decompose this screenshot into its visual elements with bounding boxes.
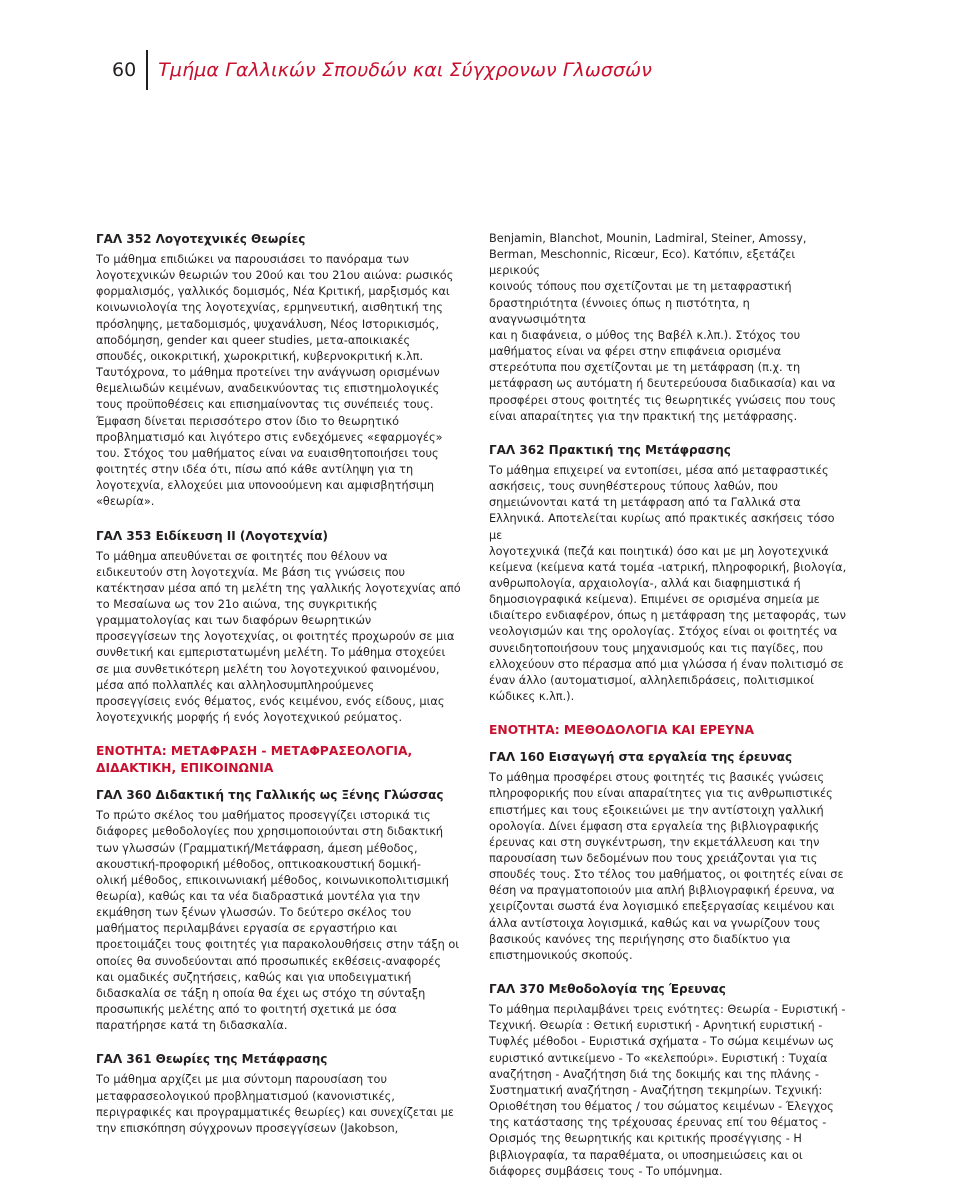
text-line: κώδικες κ.λπ.). xyxy=(489,690,575,704)
text-line: νεολογισμών και της ορολογίας. Στόχος είναι οι φοιτητές να xyxy=(489,625,838,639)
text-line: Το μάθημα προσφέρει στους φοιτητές τις βασικές γνώσεις xyxy=(489,771,825,785)
text-line: κοινούς τόπους που σχετίζονται με τη μεταφραστική xyxy=(489,280,792,294)
course-gal362 xyxy=(489,442,849,705)
text-line: θεωρία), καθώς και τα νέα διαδραστικά μοντέλα για την xyxy=(96,890,421,903)
text-line: Το μάθημα επιχειρεί να εντοπίσει, μέσα από μεταφραστικές xyxy=(489,463,829,477)
text-line: οποίες θα συνοδεύονται από προσωπικές εκθέσεις-αναφορές xyxy=(96,954,441,968)
text-line: περιγραφικές και προγραμματικές θεωρίες) και συνεχίζεται με xyxy=(96,1105,454,1119)
left-column xyxy=(96,231,466,1137)
text-line: της κατάστασης της τρέχουσας έρευνας επί του θέματος - xyxy=(489,1116,827,1130)
text-line: ΕΝΟΤΗΤΑ: ΜΕΘΟΔΟΛΟΓΙΑ ΚΑΙ ΕΡΕΥΝΑ xyxy=(489,723,755,738)
course-title: ΓΑΛ 362 Πρακτική της Μετάφρασης xyxy=(489,442,731,457)
course-title: ΓΑΛ 361 Θεωρίες της Μετάφρασης xyxy=(96,1052,328,1067)
text-line: σπουδές, οικοκριτική, χωροκριτική, κυβερνοκριτική κ.λπ. xyxy=(96,349,424,363)
course-description xyxy=(489,231,849,425)
text-line: βιβλιογραφία, τα παραθέματα, οι υποσημειώσεις και οι xyxy=(489,1148,803,1162)
text-line: Το μάθημα αρχίζει με μια σύντομη παρουσίαση του xyxy=(96,1073,388,1087)
text-line: «θεωρία». xyxy=(96,495,155,509)
text-line: προσεγγίσεις ενός θέματος, ενός κειμένου, ενός είδους, μιας xyxy=(96,694,445,708)
text-line: επιστημονικούς σκοπούς. xyxy=(489,948,633,962)
course-description xyxy=(489,770,849,964)
section-heading xyxy=(489,722,849,739)
text-line: προετοιμάζει τους φοιτητές για παρακολουθήσεις στην τάξη οι xyxy=(96,938,460,952)
text-line: άλλα αντίστοιχα λογισμικά, καθώς και να γνωρίζουν τους xyxy=(489,916,821,930)
page-number: 60 xyxy=(112,59,137,81)
course-gal361 xyxy=(96,1051,466,1137)
text-line: αποδόμηση, gender και queer studies, μετα-αποικιακές xyxy=(96,333,411,347)
page-header xyxy=(112,50,652,90)
text-line: ιδιαίτερο ενδιαφέρον, όπως η μετάφραση της μεταφοράς, των xyxy=(489,609,846,623)
text-line: διδασκαλία σε τάξη η οποία θα έχει ως στόχο τη σύνταξη xyxy=(96,986,426,1000)
text-line: σημειώνονται κατά τη μετάφραση από τα Γαλλικά στα xyxy=(489,496,801,510)
text-line: συνθετική και εμπεριστατωμένη μελέτη. Το μάθημα στοχεύει xyxy=(96,646,446,660)
course-gal353 xyxy=(96,528,466,727)
text-line: έρευνας και στη συγκέντρωση, την εκμετάλλευση και την xyxy=(489,835,820,849)
header-divider xyxy=(146,50,148,90)
right-column xyxy=(489,231,849,1180)
text-line: ασκήσεις, τους συνηθέστερους τύπους λαθών, που xyxy=(489,480,778,494)
text-line: του. Στόχος του μαθήματος είναι να ευαισθητοποιήσει τους xyxy=(96,446,439,460)
text-line: χειρίζονται σωστά ένα λογισμικό επεξεργασίας κειμένου και xyxy=(489,900,835,914)
text-line: Τυφλές μέθοδοι - Ευριστικά σχήματα - Το σώμα κειμένων ως xyxy=(489,1035,834,1049)
text-line: έναν άλλο (αυτοματισμοί, αλληλεπιδράσεις, πολιτισμικοί xyxy=(489,673,814,687)
text-line: Berman, Meschonnic, Ricœur, Eco). Κατόπιν, εξετάζει μερικούς xyxy=(489,248,796,278)
text-line: πρόσληψης, μεταδομισμός, ψυχανάλυση, Νέος Ιστορικισμός, xyxy=(96,317,440,331)
text-line: Το πρώτο σκέλος του μαθήματος προσεγγίζει ιστορικά τις xyxy=(96,809,431,823)
text-line: βασικούς κανόνες της περιήγησης στο διαδίκτυο για xyxy=(489,932,791,946)
text-line: κοινωνιολογία της λογοτεχνίας, ερμηνευτική, αισθητική της xyxy=(96,301,443,315)
text-line: Έμφαση δίνεται περισσότερο στον ίδιο το θεωρητικό xyxy=(96,414,400,428)
text-line: σπουδές τους. Στο τέλος του μαθήματος, οι φοιτητές είναι σε xyxy=(489,868,844,882)
text-line: Οριοθέτηση του θέματος / του σώματος κειμένων - Έλεγχος xyxy=(489,1100,834,1114)
text-line: Ελληνικά. Αποτελείται κυρίως από πρακτικές ασκήσεις τόσο με xyxy=(489,512,835,542)
text-line: προσφέρει στους φοιτητές τις θεωρητικές γνώσεις που τους xyxy=(489,393,836,407)
text-line: προσεγγίσεων της λογοτεχνίας, οι φοιτητές προχωρούν σε μια xyxy=(96,630,455,644)
text-line: παρατήρησε κατά τη διδασκαλία. xyxy=(96,1019,288,1033)
text-line: Συστηματική αναζήτηση - Αναζήτηση τεκμηρίων. Τεχνική: xyxy=(489,1083,823,1097)
course-title: ΓΑΛ 370 Μεθοδολογία της Έρευνας xyxy=(489,982,726,997)
text-line: Το μάθημα περιλαμβάνει τρεις ενότητες: Θεωρία - Ευριστική - xyxy=(489,1003,846,1017)
course-title: ΓΑΛ 352 Λογοτεχνικές Θεωρίες xyxy=(96,232,306,246)
course-gal160 xyxy=(489,749,849,964)
text-line: μαθήματος είναι να φέρει στην επιφάνεια ορισμένα xyxy=(489,345,782,359)
course-title: ΓΑΛ 360 Διδακτική της Γαλλικής ως Ξένης Γλώσσας xyxy=(96,788,444,803)
text-line: συνειδητοποιήσουν τους μηχανισμούς και τις παγίδες, που xyxy=(489,641,824,655)
course-description xyxy=(96,808,466,1034)
page-title: Τμήμα Γαλλικών Σπουδών και Σύγχρονων Γλωσσών xyxy=(158,59,652,81)
text-line: σε μια συνθετικότερη μελέτη του λογοτεχνικού φαινομένου, xyxy=(96,662,440,676)
text-line: επιστήμες και τους εξοικειώνει με την αντίστοιχη γαλλική xyxy=(489,803,824,817)
text-line: προσωπικής μελέτης από το φοιτητή σχετικά με όσα xyxy=(96,1003,397,1017)
text-line: μεταφρασεολογικού προβληματισμού (κανονιστικές, xyxy=(96,1089,395,1103)
text-line: στερεότυπα που σχετίζονται με τη μετάφραση (π.χ. τη xyxy=(489,361,801,375)
text-line: την επισκόπηση σύγχρονων προσεγγίσεων (Jakobson, xyxy=(96,1121,399,1135)
text-line: κείμενα (κείμενα κατά τομέα -ιατρική, πληροφορική, βιολογία, xyxy=(489,560,847,574)
course-gal361-continued xyxy=(489,231,849,425)
text-line: λογοτεχνικής μορφής ή ενός λογοτεχνικού ρεύματος. xyxy=(96,711,403,725)
text-line: το Μεσαίωνα ως τον 21ο αιώνα, της συγκριτικής xyxy=(96,597,378,611)
text-line: των γλωσσών (Γραμματική/Μετάφραση, άμεση μέθοδος, xyxy=(96,841,418,855)
text-line: κατέκτησαν μέσα από τη μελέτη της γαλλικής λογοτεχνίας από xyxy=(96,581,461,595)
text-line: φοιτητές στην ιδέα ότι, πίσω από κάθε αντίληψη για τη xyxy=(96,463,414,477)
text-line: και ομαδικές συζητήσεις, καθώς και για υποδειγματική xyxy=(96,970,412,984)
text-line: Τεχνική. Θεωρία : Θετική ευριστική - Αρνητική ευριστική - xyxy=(489,1019,823,1033)
text-line: και η διαφάνεια, ο μύθος της Βαβέλ κ.λπ.). Στόχος του xyxy=(489,328,801,342)
text-line: ελλοχεύουν στο πέρασμα από μια γλώσσα ή έναν πολιτισμό σε xyxy=(489,657,844,671)
text-line: λογοτεχνικών θεωριών του 20ού και του 21ου αιώνα: ρωσικός xyxy=(96,269,454,283)
text-line: λογοτεχνία, ελλοχεύει μια υπονοούμενη και αμφισβητήσιμη xyxy=(96,479,435,493)
text-line: προβληματισμό και λιγότερο στις ενδεχόμενες «εφαρμογές» xyxy=(96,430,443,444)
text-line: ΔΙΔΑΚΤΙΚΗ, ΕΠΙΚΟΙΝΩΝΙΑ xyxy=(96,761,274,776)
text-line: διάφορες συμβάσεις τους - Το υπόμνημα. xyxy=(489,1164,723,1178)
text-line: Το μάθημα επιδιώκει να παρουσιάσει το πανόραμα των xyxy=(96,253,409,266)
text-line: ακουστική-προφορική μέθοδος, οπτικοακουστική δομική- xyxy=(96,857,422,871)
text-line: εκμάθηση των ξένων γλωσσών. Το δεύτερο σκέλος του xyxy=(96,906,412,920)
text-line: παρουσίαση των δεδομένων που τους χρειάζονται για τις xyxy=(489,852,818,865)
course-description xyxy=(96,252,466,511)
text-line: ΕΝΟΤΗΤΑ: ΜΕΤΑΦΡΑΣΗ - ΜΕΤΑΦΡΑΣΕΟΛΟΓΙΑ, xyxy=(96,744,413,759)
text-line: Ταυτόχρονα, το μάθημα προτείνει την ανάγνωση ορισμένων xyxy=(96,366,440,380)
text-line: Benjamin, Blanchot, Mounin, Ladmiral, Steiner, Amossy, xyxy=(489,232,807,245)
text-line: θεμελιωδών κειμένων, αναδεικνύοντας τις επιστημολογικές xyxy=(96,382,440,396)
text-line: ολική μέθοδος, επικοινωνιακή μέθοδος, κοινωνικοπολιτισμική xyxy=(96,873,449,887)
text-line: μετάφραση ως αυτόματη ή δευτερεύουσα διαδικασία) και να xyxy=(489,377,836,391)
course-title: ΓΑΛ 353 Ειδίκευση ΙΙ (Λογοτεχνία) xyxy=(96,528,328,543)
course-description xyxy=(489,1002,849,1180)
text-line: ειδικευτούν στη λογοτεχνία. Με βάση τις γνώσεις που xyxy=(96,565,406,579)
text-line: ορολογία. Δίνει έμφαση στα εργαλεία της βιβλιογραφικής xyxy=(489,819,820,833)
text-line: ευριστικό αντικείμενο - Το «κελεπούρι». Ευριστική : Τυχαία xyxy=(489,1051,828,1065)
text-line: λογοτεχνικά (πεζά και ποιητικά) όσο και με μη λογοτεχνικά xyxy=(489,544,829,558)
text-line: ανθρωπολογία, αρχαιολογία-, αλλά και διαφημιστικά ή xyxy=(489,576,801,590)
course-gal352 xyxy=(96,231,466,511)
text-line: πληροφορικής που είναι απαραίτητες για τις ανθρωπιστικές xyxy=(489,787,833,801)
course-gal360 xyxy=(96,787,466,1034)
course-description xyxy=(489,463,849,705)
section-heading xyxy=(96,743,466,777)
text-line: φορμαλισμός, γαλλικός δομισμός, Νέα Κριτική, μαρξισμός και xyxy=(96,285,450,299)
text-line: δημοσιογραφικά κείμενα). Επιμένει σε ορισμένα σημεία με xyxy=(489,593,820,607)
text-line: τους προϋποθέσεις και επισημαίνοντας τις συνέπειές τους. xyxy=(96,398,434,412)
text-line: αναζήτηση - Αναζήτηση διά της δοκιμής και της πλάνης - xyxy=(489,1067,819,1081)
text-line: διάφορες μεθοδολογίες που χρησιμοποιούνται στη διδακτική xyxy=(96,825,444,839)
text-line: δραστηριότητα (έννοιες όπως η πιστότητα, η αναγνωσιμότητα xyxy=(489,296,750,326)
course-gal370 xyxy=(489,981,849,1180)
text-line: μαθήματος περιλαμβάνει εργασία σε εργαστήριο και xyxy=(96,922,398,936)
text-line: Ορισμός της θεωρητικής και κριτικής προσέγγισης - Η xyxy=(489,1132,802,1146)
course-description xyxy=(96,1072,466,1137)
course-title: ΓΑΛ 160 Εισαγωγή στα εργαλεία της έρευνας xyxy=(489,750,793,765)
text-line: γραμματολογίας και των διαφόρων θεωρητικών xyxy=(96,614,372,628)
text-line: Το μάθημα απευθύνεται σε φοιτητές που θέλουν να xyxy=(96,549,388,563)
text-line: μέσα από πολλαπλές και αλληλοσυμπληρούμενες xyxy=(96,678,375,692)
course-description xyxy=(96,549,466,727)
text-line: είναι απαραίτητες για την πρακτική της μετάφρασης. xyxy=(489,409,798,423)
text-line: θέση να πραγματοποιούν μια απλή βιβλιογραφική έρευνα, να xyxy=(489,884,835,898)
